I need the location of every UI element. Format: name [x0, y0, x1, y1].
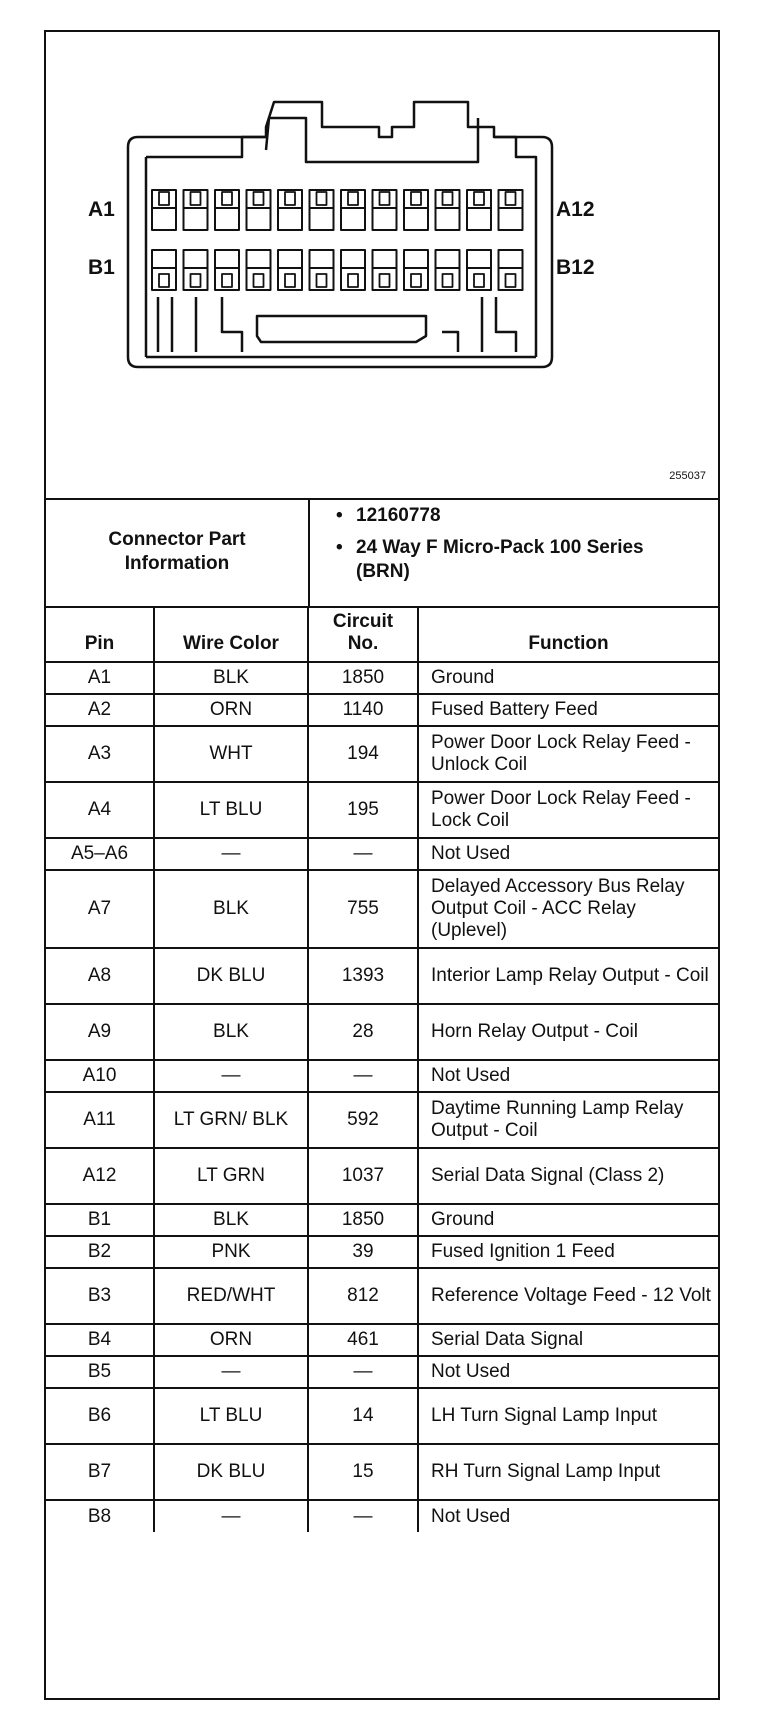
part-info-label-cell: [46, 498, 310, 606]
header-wire-color: Wire Color: [154, 606, 308, 662]
cavity-b4: [247, 250, 271, 290]
figure-number: 255037: [669, 470, 706, 482]
cavity-b6: [310, 250, 334, 290]
cell-function: Ground: [418, 1204, 718, 1236]
table-row: [46, 726, 718, 782]
connector-description: • 24 Way F Micro-Pack 100 Series (BRN): [336, 536, 686, 584]
cell-wire-color: DK BLU: [154, 948, 308, 1004]
cell-pin: B6: [46, 1388, 154, 1444]
cell-function: Power Door Lock Relay Feed - Lock Coil: [418, 782, 718, 838]
cavity-b3: [215, 250, 239, 290]
cell-wire-color: RED/WHT: [154, 1268, 308, 1324]
pinout-rows: [46, 662, 718, 1532]
connector-face-drawing: [46, 32, 718, 498]
table-row: [46, 1268, 718, 1324]
cell-function: Fused Battery Feed: [418, 694, 718, 726]
cell-circuit-no: 1037: [308, 1148, 418, 1204]
pinout-table: [46, 606, 718, 1532]
cavity-a12: [499, 190, 523, 230]
cavity-a7: [341, 190, 365, 230]
cavity-b10: [436, 250, 460, 290]
cell-function: Not Used: [418, 1356, 718, 1388]
cell-pin: B3: [46, 1268, 154, 1324]
cell-wire-color: LT BLU: [154, 782, 308, 838]
cavity-b5: [278, 250, 302, 290]
cell-function: Not Used: [418, 1060, 718, 1092]
cavity-b7: [341, 250, 365, 290]
cell-pin: B4: [46, 1324, 154, 1356]
cell-circuit-no: 195: [308, 782, 418, 838]
cell-circuit-no: 14: [308, 1388, 418, 1444]
cell-wire-color: —: [154, 1356, 308, 1388]
table-row: [46, 1148, 718, 1204]
cell-circuit-no: —: [308, 1060, 418, 1092]
cell-pin: A10: [46, 1060, 154, 1092]
connector-sheet: [44, 30, 720, 1700]
cell-pin: A7: [46, 870, 154, 948]
table-row: [46, 870, 718, 948]
part-info-label: Connector Part Information: [108, 529, 246, 574]
cavity-a8: [373, 190, 397, 230]
cell-function: LH Turn Signal Lamp Input: [418, 1388, 718, 1444]
cell-circuit-no: 194: [308, 726, 418, 782]
table-row: [46, 1324, 718, 1356]
cell-wire-color: ORN: [154, 1324, 308, 1356]
cell-function: Serial Data Signal: [418, 1324, 718, 1356]
cell-pin: A9: [46, 1004, 154, 1060]
cell-circuit-no: 592: [308, 1092, 418, 1148]
cell-function: Ground: [418, 662, 718, 694]
cell-pin: A8: [46, 948, 154, 1004]
cell-pin: A4: [46, 782, 154, 838]
label-a12: A12: [556, 198, 595, 221]
part-number: • 12160778: [336, 504, 686, 528]
table-row: [46, 1004, 718, 1060]
header-circuit-no-text: Circuit No.: [332, 611, 394, 654]
cavity-b8: [373, 250, 397, 290]
cell-function: RH Turn Signal Lamp Input: [418, 1444, 718, 1500]
pin-cavities: [152, 190, 523, 290]
cell-pin: B2: [46, 1236, 154, 1268]
cell-circuit-no: 1850: [308, 662, 418, 694]
cell-wire-color: BLK: [154, 662, 308, 694]
cell-function: Interior Lamp Relay Output - Coil: [418, 948, 718, 1004]
table-row: [46, 694, 718, 726]
cell-pin: A11: [46, 1092, 154, 1148]
cavity-a2: [184, 190, 208, 230]
cell-circuit-no: 28: [308, 1004, 418, 1060]
table-row: [46, 1388, 718, 1444]
table-row: [46, 1236, 718, 1268]
cavity-b12: [499, 250, 523, 290]
cell-pin: A3: [46, 726, 154, 782]
cell-wire-color: —: [154, 1060, 308, 1092]
table-row: [46, 782, 718, 838]
table-row: [46, 662, 718, 694]
cavity-b2: [184, 250, 208, 290]
label-a1: A1: [88, 198, 115, 221]
cell-wire-color: PNK: [154, 1236, 308, 1268]
cell-circuit-no: 1140: [308, 694, 418, 726]
table-row: [46, 1444, 718, 1500]
cavity-b1: [152, 250, 176, 290]
cavity-a6: [310, 190, 334, 230]
cell-pin: A1: [46, 662, 154, 694]
cavity-a4: [247, 190, 271, 230]
cell-pin: A12: [46, 1148, 154, 1204]
label-b12: B12: [556, 256, 595, 279]
cell-wire-color: ORN: [154, 694, 308, 726]
cell-wire-color: BLK: [154, 1204, 308, 1236]
cavity-a1: [152, 190, 176, 230]
cell-circuit-no: —: [308, 1356, 418, 1388]
cell-wire-color: WHT: [154, 726, 308, 782]
table-row: [46, 1356, 718, 1388]
connector-diagram: [46, 32, 718, 500]
cell-wire-color: LT BLU: [154, 1388, 308, 1444]
cell-function: Horn Relay Output - Coil: [418, 1004, 718, 1060]
table-header-row: [46, 606, 718, 662]
header-circuit-no: [308, 606, 418, 662]
cell-pin: B7: [46, 1444, 154, 1500]
cell-circuit-no: 1393: [308, 948, 418, 1004]
cavity-a11: [467, 190, 491, 230]
cell-function: Delayed Accessory Bus Relay Output Coil - ACC Relay (Uplevel): [418, 870, 718, 948]
cell-wire-color: BLK: [154, 1004, 308, 1060]
cell-circuit-no: 39: [308, 1236, 418, 1268]
cell-function: Reference Voltage Feed - 12 Volt: [418, 1268, 718, 1324]
header-function: Function: [418, 606, 718, 662]
cavity-b9: [404, 250, 428, 290]
cell-circuit-no: —: [308, 1500, 418, 1532]
cell-pin: A2: [46, 694, 154, 726]
cell-pin: B5: [46, 1356, 154, 1388]
table-row: [46, 1092, 718, 1148]
part-info-list: [336, 504, 686, 592]
cell-circuit-no: 755: [308, 870, 418, 948]
cavity-a9: [404, 190, 428, 230]
cell-wire-color: —: [154, 838, 308, 870]
cell-function: Fused Ignition 1 Feed: [418, 1236, 718, 1268]
cell-function: Not Used: [418, 838, 718, 870]
cavity-b11: [467, 250, 491, 290]
cell-circuit-no: 461: [308, 1324, 418, 1356]
header-pin: Pin: [46, 606, 154, 662]
cell-circuit-no: —: [308, 838, 418, 870]
cell-function: Serial Data Signal (Class 2): [418, 1148, 718, 1204]
cavity-a10: [436, 190, 460, 230]
table-row: [46, 838, 718, 870]
cell-pin: B1: [46, 1204, 154, 1236]
cell-pin: B8: [46, 1500, 154, 1532]
table-row: [46, 1500, 718, 1532]
table-row: [46, 948, 718, 1004]
cell-circuit-no: 812: [308, 1268, 418, 1324]
cell-function: Not Used: [418, 1500, 718, 1532]
cell-wire-color: DK BLU: [154, 1444, 308, 1500]
cell-circuit-no: 1850: [308, 1204, 418, 1236]
cell-wire-color: —: [154, 1500, 308, 1532]
label-b1: B1: [88, 256, 115, 279]
cell-function: Daytime Running Lamp Relay Output - Coil: [418, 1092, 718, 1148]
cavity-a5: [278, 190, 302, 230]
cell-wire-color: BLK: [154, 870, 308, 948]
cell-wire-color: LT GRN: [154, 1148, 308, 1204]
table-row: [46, 1060, 718, 1092]
connector-part-information: [46, 498, 718, 608]
cavity-a3: [215, 190, 239, 230]
cell-function: Power Door Lock Relay Feed - Unlock Coil: [418, 726, 718, 782]
cell-circuit-no: 15: [308, 1444, 418, 1500]
table-row: [46, 1204, 718, 1236]
cell-wire-color: LT GRN/ BLK: [154, 1092, 308, 1148]
cell-pin: A5–A6: [46, 838, 154, 870]
